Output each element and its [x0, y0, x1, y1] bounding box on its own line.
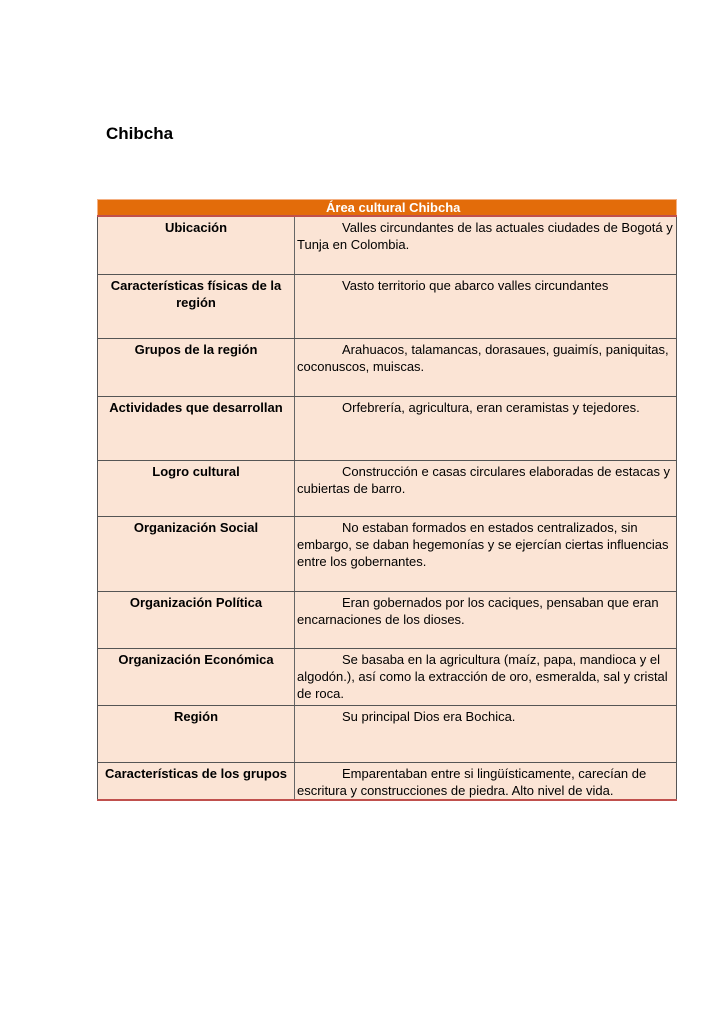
- table-header-row: [98, 200, 677, 217]
- row-label: Organización Social: [98, 516, 295, 591]
- table-row: [98, 648, 677, 705]
- table-row: [98, 762, 677, 800]
- row-value: [295, 591, 677, 648]
- table-row: [98, 396, 677, 460]
- row-label: Región: [98, 705, 295, 762]
- row-value-text: Su principal Dios era Bochica.: [342, 708, 516, 724]
- table-header: Área cultural Chibcha: [98, 200, 677, 217]
- row-label: Organización Política: [98, 591, 295, 648]
- table-row: [98, 705, 677, 762]
- row-value: [295, 396, 677, 460]
- row-value: [295, 516, 677, 591]
- row-value-text: Eran gobernados por los caciques, pensaban que eran encarnaciones de los dioses.: [297, 594, 659, 627]
- cultural-area-table: [97, 199, 677, 801]
- row-value-text: Se basaba en la agricultura (maíz, papa, mandioca y el algodón.), así como la extracción de oro, esmeralda, sal y cristal de roca.: [297, 651, 668, 701]
- row-value: [295, 216, 677, 274]
- table-row: [98, 460, 677, 516]
- row-value-text: No estaban formados en estados centralizados, sin embargo, se daban hegemonías y se ejercían ciertas influencias entre los gobernantes.: [297, 519, 669, 569]
- row-value: [295, 274, 677, 338]
- row-value-text: Orfebrería, agricultura, eran ceramistas y tejedores.: [342, 399, 640, 415]
- table-row: [98, 216, 677, 274]
- row-value: [295, 762, 677, 800]
- table-row: [98, 274, 677, 338]
- row-label: Actividades que desarrollan: [98, 396, 295, 460]
- row-label: Logro cultural: [98, 460, 295, 516]
- row-value-text: Emparentaban entre si lingüísticamente, carecían de escritura y construcciones de piedra. Alto nivel de vida.: [297, 765, 647, 798]
- row-label: Organización Económica: [98, 648, 295, 705]
- row-label: Grupos de la región: [98, 338, 295, 396]
- row-label: Características de los grupos: [98, 762, 295, 800]
- table-row: [98, 591, 677, 648]
- row-value: [295, 460, 677, 516]
- table-row: [98, 338, 677, 396]
- table-row: [98, 516, 677, 591]
- row-label: Características físicas de la región: [98, 274, 295, 338]
- row-value: [295, 648, 677, 705]
- row-value-text: Vasto territorio que abarco valles circundantes: [342, 277, 609, 293]
- row-value-text: Valles circundantes de las actuales ciudades de Bogotá y Tunja en Colombia.: [297, 220, 673, 252]
- page-title: Chibcha: [106, 124, 174, 143]
- row-value-text: Arahuacos, talamancas, dorasaues, guaimís, paniquitas, coconuscos, muiscas.: [297, 341, 669, 374]
- row-value-text: Construcción e casas circulares elaboradas de estacas y cubiertas de barro.: [297, 463, 671, 496]
- row-value: [295, 338, 677, 396]
- row-value: [295, 705, 677, 762]
- row-label: Ubicación: [98, 216, 295, 274]
